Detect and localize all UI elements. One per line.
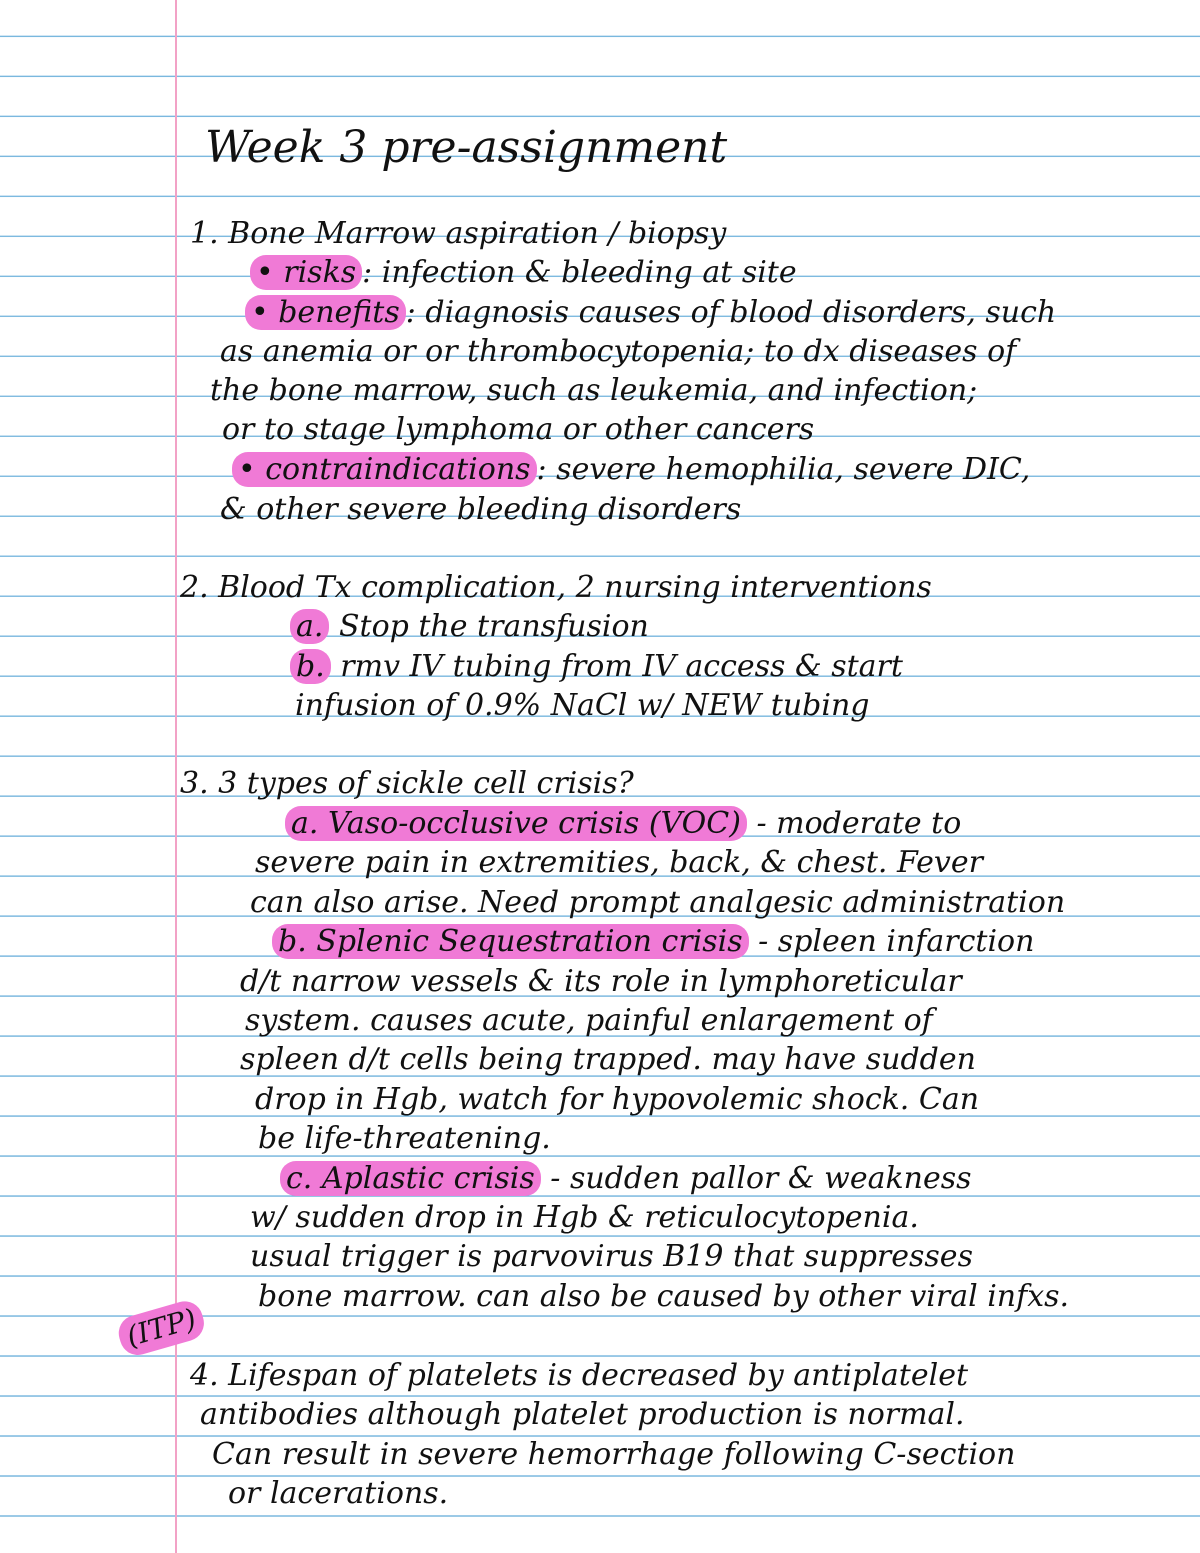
q1-benefits xyxy=(245,294,1056,332)
q2-b-text: rmv IV tubing from IV access & start xyxy=(330,649,903,684)
q1-benefits-line4: or to stage lymphoma or other cancers xyxy=(222,412,815,447)
q3-c-text: - sudden pallor & weakness xyxy=(540,1161,972,1196)
q1-benefits-label: • benefits xyxy=(245,295,406,330)
q3-heading: 3. 3 types of sickle cell crisis? xyxy=(180,766,634,801)
q1-risks-text: : infection & bleeding at site xyxy=(362,255,797,290)
q1-benefits-line2: as anemia or or thrombocytopenia; to dx diseases of xyxy=(220,334,1017,369)
q3-c xyxy=(280,1160,972,1198)
q1-risks xyxy=(250,254,797,292)
q3-c-line3: usual trigger is parvovirus B19 that suppresses xyxy=(250,1239,973,1274)
q4-line1: 4. Lifespan of platelets is decreased by antiplatelet xyxy=(190,1358,969,1393)
q2-heading: 2. Blood Tx complication, 2 nursing interventions xyxy=(180,570,932,605)
q3-a xyxy=(285,805,961,843)
q2-a xyxy=(290,608,649,646)
q4-line3: Can result in severe hemorrhage following C-section xyxy=(212,1437,1016,1472)
q1-contra-text: : severe hemophilia, severe DIC, xyxy=(536,452,1031,487)
q1-contra-line2: & other severe bleeding disorders xyxy=(220,492,742,527)
q2-b-label: b. xyxy=(290,649,331,684)
q3-b-line3: system. causes acute, painful enlargement of xyxy=(245,1003,933,1038)
q1-benefits-text: : diagnosis causes of blood disorders, such xyxy=(405,295,1057,330)
page-title: Week 3 pre-assignment xyxy=(205,122,728,173)
q2-b xyxy=(290,648,903,686)
q3-b-label: b. Splenic Sequestration crisis xyxy=(272,924,749,959)
q1-contra xyxy=(232,451,1030,489)
q3-b-line5: drop in Hgb, watch for hypovolemic shock. Can xyxy=(255,1082,980,1117)
q1-heading: 1. Bone Marrow aspiration / biopsy xyxy=(190,216,727,251)
q1-risks-label: • risks xyxy=(250,255,362,290)
q3-a-line2: severe pain in extremities, back, & chest. Fever xyxy=(255,845,983,880)
q2-a-label: a. xyxy=(290,609,329,644)
q3-b-line2: d/t narrow vessels & its role in lymphoreticular xyxy=(240,964,962,999)
q4-line2: antibodies although platelet production is normal. xyxy=(200,1397,965,1432)
q3-c-label: c. Aplastic crisis xyxy=(280,1161,541,1196)
q3-c-line2: w/ sudden drop in Hgb & reticulocytopenia. xyxy=(250,1200,919,1235)
q2-a-text: Stop the transfusion xyxy=(329,609,649,644)
q3-c-line4: bone marrow. can also be caused by other viral infxs. xyxy=(258,1279,1070,1314)
q2-b-line2: infusion of 0.9% NaCl w/ NEW tubing xyxy=(295,688,870,723)
q4-line4: or lacerations. xyxy=(228,1476,449,1511)
q3-a-label: a. Vaso-occlusive crisis (VOC) xyxy=(285,806,747,841)
q1-contra-label: • contraindications xyxy=(232,452,537,487)
q3-b-line6: be life-threatening. xyxy=(258,1121,551,1156)
q1-benefits-line3: the bone marrow, such as leukemia, and infection; xyxy=(210,373,978,408)
q3-b xyxy=(272,923,1034,961)
itp-tag: (ITP) xyxy=(114,1297,208,1359)
q3-a-line3: can also arise. Need prompt analgesic administration xyxy=(250,885,1066,920)
q3-b-text: - spleen infarction xyxy=(748,924,1035,959)
q3-b-line4: spleen d/t cells being trapped. may have sudden xyxy=(240,1042,976,1077)
q3-a-text: - moderate to xyxy=(746,806,962,841)
